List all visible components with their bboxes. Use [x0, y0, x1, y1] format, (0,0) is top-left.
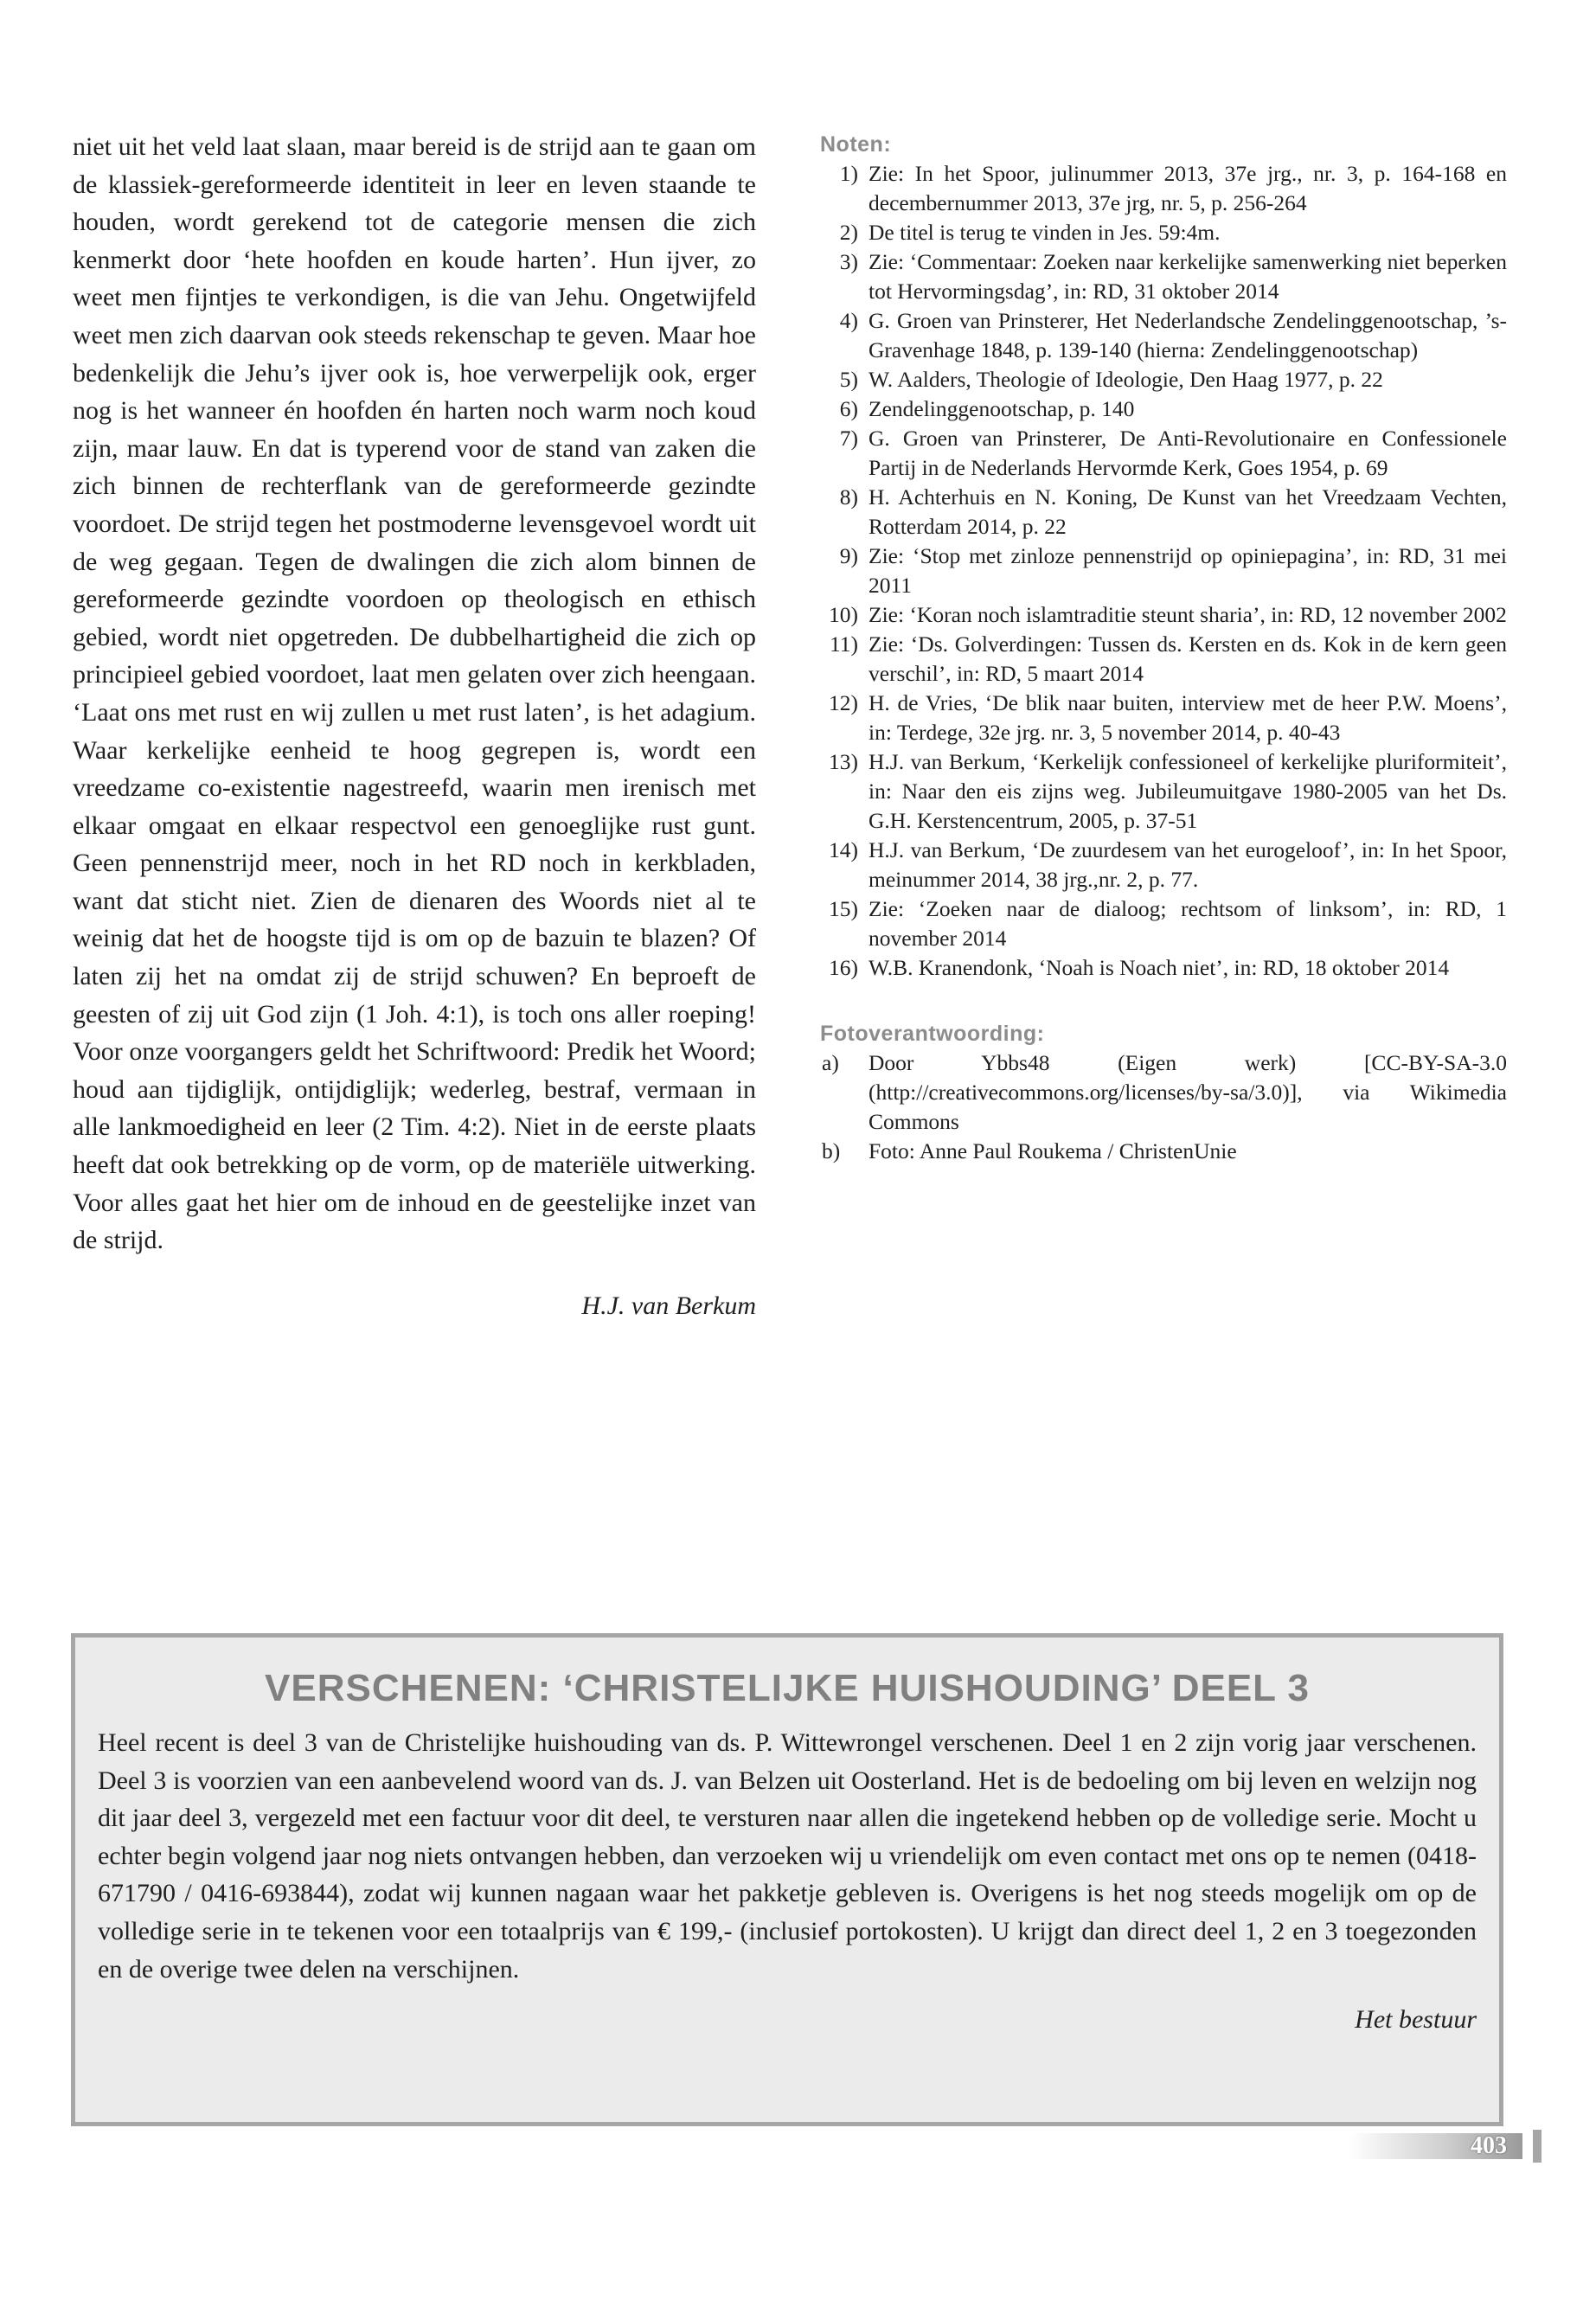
photo-credits-heading: Fotoverantwoording: [820, 1022, 1045, 1046]
note-number: 5) [839, 367, 858, 392]
announcement-box [71, 1633, 1503, 2126]
note-item [820, 689, 1507, 747]
article-author: H.J. van Berkum [581, 1291, 756, 1320]
note-text: Zie: ‘Commentaar: Zoeken naar kerkelijke samenwerking niet beperken tot Hervormingsdag’, in: RD, 31 oktober 2014 [869, 249, 1507, 304]
note-number: 16) [829, 955, 858, 980]
note-text: G. Groen van Prinsterer, Het Nederlandsche Zendelinggenootschap, ’s-Gravenhage 1848, p. 139-140 (hierna: Zendelinggenootschap) [869, 308, 1507, 362]
note-item [820, 306, 1507, 365]
note-item [820, 365, 1507, 394]
note-text: W.B. Kranendonk, ‘Noah is Noach niet’, in: RD, 18 oktober 2014 [869, 955, 1450, 980]
note-item [820, 218, 1507, 247]
note-text: H.J. van Berkum, ‘Kerkelijk confessioneel of kerkelijke pluriformiteit’, in: Naar den eis zijns weg. Jubileumuitgave 1980-2005 van het Ds. G.H. Kerstencentrum, 2005, p. 37-51 [869, 749, 1507, 833]
announcement-body: Heel recent is deel 3 van de Christelijke huishouding van ds. P. Wittewrongel verschenen. Deel 1 en 2 zijn vorig jaar verschenen. Deel 3 is voorzien van een aanbevelend woord van ds. J. van Belzen uit Oosterland. Het is de bedoeling om bij leven en welzijn nog dit jaar deel 3, vergezeld met een factuur voor dit deel, te versturen naar allen die ingetekend hebben op de volledige serie. Mocht u echter begin volgend jaar nog niets ontvangen hebben, dan verzoeken wij u vriendelijk om even contact met ons op te nemen (0418-671790 / 0416-693844), zodat wij kunnen nagaan waar het pakketje gebleven is. Overigens is het nog steeds mogelijk om op de volledige serie in te tekenen voor een totaalprijs van € 199,- (inclusief portokosten). U krijgt dan direct deel 1, 2 en 3 toegezonden en de overige twee delen na verschijnen. [98, 1728, 1477, 1984]
credit-text: Foto: Anne Paul Roukema / ChristenUnie [869, 1138, 1237, 1163]
photo-credits [820, 1019, 1507, 1166]
note-item [820, 159, 1507, 218]
note-number: 12) [829, 690, 858, 715]
page-number: 403 [1471, 2132, 1507, 2159]
notes-column [820, 130, 1507, 1166]
note-text: Zie: ‘Zoeken naar de dialoog; rechtsom of linksom’, in: RD, 1 november 2014 [869, 896, 1507, 951]
note-text: Zie: ‘Stop met zinloze pennenstrijd op opiniepagina’, in: RD, 31 mei 2011 [869, 543, 1507, 598]
note-item [820, 424, 1507, 483]
note-number: 3) [839, 249, 858, 274]
note-number: 10) [829, 602, 858, 627]
article-column [73, 128, 756, 1324]
note-item [820, 747, 1507, 836]
note-item [820, 953, 1507, 983]
article-paragraph: niet uit het veld laat slaan, maar bereid is de strijd aan te gaan om de klassiek-gereformeerde identiteit in leer en leven staande te houden, wordt gerekend tot de categorie mensen die zich kenmerkt door ‘hete hoofden en koude harten’. Hun ijver, zo weet men fijntjes te verkondigen, is die van Jehu. Ongetwijfeld weet men zich daarvan ook steeds rekenschap te geven. Maar hoe bedenkelijk die Jehu’s ijver ook is, hoe verwerpelijk ook, erger nog is het wanneer én hoofden én harten noch warm noch koud zijn, maar lauw. En dat is typerend voor de stand van zaken die zich binnen de rechterflank van de gereformeerde gezindte voordoet. De strijd tegen het postmoderne levensgevoel wordt uit de weg gegaan. Tegen de dwalingen die zich alom binnen de gereformeerde gezindte voordoen op theologisch en ethisch gebied, wordt niet opgetreden. De dubbelhartigheid die zich op principieel gebied voordoet, laat men gelaten over zich heengaan. ‘Laat ons met rust en wij zullen u met rust laten’, is het adagium. Waar kerkelijke eenheid te hoog gegrepen is, wordt een vreedzame co-existentie nagestreefd, waarin men irenisch met elkaar omgaat en elkaar respectvol een genoeglijke rust gunt. Geen pennenstrijd meer, noch in het RD noch in kerkbladen, want dat sticht niet. Zien de dienaren des Woords niet al te weinig dat het de hoogste tijd is om op de bazuin te blazen? Of laten zij het na omdat zij de strijd schuwen? En beproeft de geesten of zij uit God zijn (1 Joh. 4:1), is toch ons aller roeping! Voor onze voorgangers geldt het Schriftwoord: Predik het Woord; houd aan tijdiglijk, ontijdiglijk; wederleg, bestraf, vermaan in alle lankmoedigheid en leer (2 Tim. 4:2). Niet in de eerste plaats heeft dat ook betrekking op de vorm, op de materiële uitwerking. Voor alles gaat het hier om de inhoud en de geestelijke inzet van de strijd. [73, 132, 756, 1255]
note-number: 4) [839, 308, 858, 333]
note-number: 2) [839, 220, 858, 245]
note-item [820, 483, 1507, 542]
note-number: 11) [829, 631, 858, 657]
note-item [820, 542, 1507, 600]
notes-heading: Noten: [820, 132, 892, 157]
note-text: De titel is terug te vinden in Jes. 59:4m. [869, 220, 1221, 245]
note-text: H. de Vries, ‘De blik naar buiten, interview met de heer P.W. Moens’, in: Terdege, 32e jrg. nr. 3, 5 november 2014, p. 40-43 [869, 690, 1507, 745]
announcement-signature: Het bestuur [1355, 2005, 1477, 2035]
note-text: Zie: In het Spoor, julinummer 2013, 37e jrg., nr. 3, p. 164-168 en decembernummer 2013, 37e jrg, nr. 5, p. 256-264 [869, 161, 1507, 215]
note-number: 14) [829, 837, 858, 862]
note-text: W. Aalders, Theologie of Ideologie, Den Haag 1977, p. 22 [869, 367, 1383, 392]
note-number: 15) [829, 896, 858, 921]
credit-item [820, 1048, 1507, 1137]
note-text: Zie: ‘Koran noch islamtraditie steunt sharia’, in: RD, 12 november 2002 [869, 602, 1507, 627]
note-number: 8) [839, 484, 858, 510]
note-number: 6) [839, 396, 858, 421]
note-number: 7) [839, 426, 858, 451]
note-text: Zie: ‘Ds. Golverdingen: Tussen ds. Kersten en ds. Kok in de kern geen verschil’, in: RD, 5 maart 2014 [869, 631, 1507, 686]
credit-letter: a) [822, 1050, 839, 1075]
note-item [820, 600, 1507, 630]
note-item [820, 394, 1507, 424]
note-item [820, 894, 1507, 953]
note-text: H. Achterhuis en N. Koning, De Kunst van het Vreedzaam Vechten, Rotterdam 2014, p. 22 [869, 484, 1507, 539]
announcement-title: VERSCHENEN: ‘CHRISTELIJKE HUISHOUDING’ DEEL 3 [265, 1667, 1310, 1709]
note-text: G. Groen van Prinsterer, De Anti-Revolutionaire en Confessionele Partij in de Nederlands Hervormde Kerk, Goes 1954, p. 69 [869, 426, 1507, 480]
note-number: 9) [839, 543, 858, 568]
credit-letter: b) [822, 1138, 841, 1163]
note-number: 1) [839, 161, 858, 186]
note-item [820, 630, 1507, 689]
note-number: 13) [829, 749, 858, 774]
note-item [820, 836, 1507, 894]
note-text: H.J. van Berkum, ‘De zuurdesem van het eurogeloof’, in: In het Spoor, meinummer 2014, 38 jrg.,nr. 2, p. 77. [869, 837, 1507, 892]
footer-marker [1533, 2130, 1542, 2163]
note-item [820, 247, 1507, 306]
credit-item [820, 1137, 1507, 1166]
note-text: Zendelinggenootschap, p. 140 [869, 396, 1135, 421]
credit-text: Door Ybbs48 (Eigen werk) [CC-BY-SA-3.0 (http://creativecommons.org/licenses/by-sa/3.0)], via Wikimedia Commons [869, 1050, 1507, 1134]
